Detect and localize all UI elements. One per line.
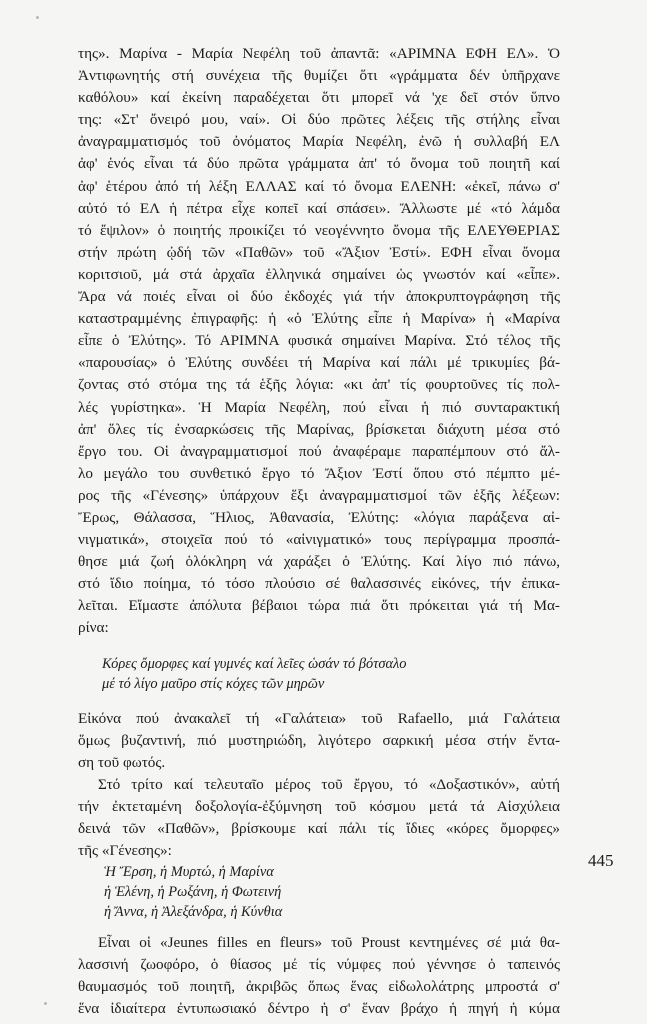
- text-line: εἶπε ὁ Ἐλύτης». Τό ΑΡΙΜΝΑ φυσικά σημαίνει Μαρίνα. Στό τέλος τῆς: [78, 332, 560, 350]
- text-line: ρίνα:: [78, 619, 109, 637]
- text-line: Ἄρα νά ποιές εἶναι οἱ δύο ἐκδοχές γιά τήν ἀποκρυπτογράφηση τῆς: [78, 288, 560, 306]
- quote-line: Κόρες ὄμορφες καί γυμνές καί λεῖες ὡσάν τό βότσαλο: [102, 655, 407, 672]
- text-line: ὅμως βυζαντινή, πιό μυστηριώδη, λιγότερο σαρκική μέσα στήν ἔντα-: [78, 731, 560, 749]
- text-line: Ἔρως, Θάλασσα, Ἥλιος, Ἀθανασία, Ἐλύτης: «λόγια παράξενα αἰ-: [78, 508, 560, 526]
- text-line: «παρουσίας» ὁ Ἐλύτης συνδέει τή Μαρίνα καί πάλι μέ τρικυμίες βά-: [78, 354, 560, 372]
- text-line: τήν ἐκτεταμένη δοξολογία-ἐξύμνηση τοῦ κόσμου μετά τά Αἰσχύλεια: [78, 797, 560, 815]
- paragraph-1: [78, 43, 560, 640]
- paragraph-4-cont: [78, 954, 560, 1020]
- text-line: Στό τρίτο καί τελευταῖο μέρος τοῦ ἔργου, τό «Δοξαστικόν», αὐτή: [98, 775, 560, 793]
- quote-line: ἡ Ἑλένη, ἡ Ρωξάνη, ἡ Φωτεινή: [104, 884, 282, 901]
- text-line: θησε μιά ζωή ὁλόκληρη νά χαράξει ὁ Ἐλύτης. Καί λίγο πιό πάνω,: [78, 553, 560, 571]
- text-line: στό ἴδιο ποίημα, τό τόσο πλούσιο σέ θαλασσινές εἰκόνες, τήν ἐπικα-: [78, 575, 560, 593]
- text-line: αὐτό τό ΕΛ ἡ πέτρα εἶχε κοπεῖ καί σπάσει». Ἄλλωστε μέ «τό λάμδα: [78, 199, 560, 217]
- text-line: καταστραμμένης ἐπιγραφῆς: ἡ «ὁ Ἐλύτης εἶπε ἡ Μαρίνα» ἡ «Μαρίνα: [78, 310, 560, 328]
- text-line: λεῖται. Εἴμαστε ἀπόλυτα βέβαιοι τώρα πιά ὅτι πρόκειται γιά τή Μα-: [78, 597, 560, 615]
- text-line: ἀφ' ἑτέρου ἀπό τή λέξη ΕΛΛΑΣ καί τό ὄνομα ΕΛΕΝΗ: «ἐκεῖ, πάνω σ': [78, 177, 560, 195]
- quote-line: Ἡ Ἔρση, ἡ Μυρτώ, ἡ Μαρίνα: [104, 864, 274, 881]
- page-number: 445: [588, 851, 614, 870]
- text-line: της». Μαρίνα - Μαρία Νεφέλη τοῦ ἀπαντᾶ: «ΑΡΙΜΝΑ ΕΦΗ ΕΛ». Ὁ: [78, 45, 560, 62]
- text-line: λές γυρίστηκα». Ἡ Μαρία Νεφέλη, πού εἶναι ἡ πιό συνταρακτική: [78, 398, 560, 416]
- paragraph-4: [78, 932, 560, 954]
- poem-quote-1: [102, 654, 560, 694]
- text-line: θαυμασμός τοῦ ποιητῆ, ἀκριβῶς ὅπως ἕνας εἰδωλολάτρης μπροστά σ': [78, 978, 560, 996]
- text-line: νιγματικά», στοιχεῖα πού τό «αἰνιγματικό» τους περίγραμμα προσπά-: [78, 531, 560, 549]
- text-line: ἕνα ἰδιαίτερα ἐντυπωσιακό δέντρο ἡ σ' ἕναν βράχο ἡ πηγή ἡ κύμα: [78, 1000, 560, 1018]
- text-line: λο μεγάλο του συνθετικό ἔργο τό Ἄξιον Ἐστί ὅπου στό πέμπτο μέ-: [78, 464, 560, 482]
- body-text: [78, 43, 560, 1021]
- text-line: Ἀντιφωνητής στή συνέχεια τῆς θυμίζει ὅτι «γράμματα δέν ὑπῆρχανε: [78, 67, 560, 85]
- text-line: ζοντας στό στόμα της τά ἑξῆς λόγια: «κι ἀπ' τίς φουρτοῦνες τίς πολ-: [78, 376, 560, 394]
- text-line: τό ἔψιλον» ὁ ποιητής προικίζει τό νεογέννητο ὄνομα τῆς ΕΛΕΥΘΕΡΙΑΣ: [78, 221, 560, 239]
- text-line: ἔργο του. Οἱ ἀναγραμματισμοί πού ἀναφέραμε παραπέμπουν στό ἄλ-: [78, 442, 560, 460]
- text-line: ρος τῆς «Γένεσης» ὑπάρχουν ἕξι ἀναγραμματισμοί τῶν ἑξῆς λέξεων:: [78, 486, 560, 504]
- poem-quote-2: [104, 862, 560, 922]
- text-line: Εἶναι οἱ «Jeunes filles en fleurs» τοῦ Proust κεντημένες σέ μιά θα-: [98, 934, 560, 952]
- paragraph-2: [78, 708, 560, 774]
- text-line: ἀφ' ἑνός εἶναι τά δύο πρῶτα γράμματα ἀπ' τό ὄνομα τοῦ ποιητῆ καί: [78, 155, 560, 173]
- scan-speck: [36, 16, 39, 19]
- text-line: δεινά τῶν «Παθῶν», βρίσκουμε καί πάλι τίς ἴδιες «κόρες ὄμορφες»: [78, 820, 560, 837]
- paragraph-3: [78, 774, 560, 796]
- text-line: ἀναγραμματισμός τοῦ ὀνόματος Μαρία Νεφέλη, ἐνῶ ἡ συλλαβή ΕΛ: [78, 133, 560, 151]
- text-line: ση τοῦ φωτός.: [78, 753, 166, 771]
- scan-speck: [44, 1002, 47, 1005]
- quote-line: μέ τό λίγο μαῦρο στίς κόχες τῶν μηρῶν: [102, 675, 325, 692]
- text-line: ἀπ' ὅλες τίς ἐνσαρκώσεις τῆς Μαρίνας, βρίσκεται διάχυτη μέσα στό: [78, 420, 560, 438]
- text-line: στήν πρώτη ᾠδή τῶν «Παθῶν» τοῦ «Ἄξιον Ἐστί». ΕΦΗ εἶναι ὄνομα: [78, 243, 560, 261]
- paragraph-3-cont: [78, 796, 560, 862]
- text-line: κοριτσιοῦ, μά στά ἀρχαῖα ἑλληνικά σημαίνει ὡς γνωστόν καί «εἶπε».: [78, 265, 560, 283]
- quote-line: ἡ Ἄννα, ἡ Ἀλεξάνδρα, ἡ Κύνθια: [104, 904, 283, 921]
- text-line: λασσινή ζωοφόρο, ὁ θίασος μέ τίς νύμφες πού γέννησε ὁ ταπεινός: [78, 956, 560, 974]
- text-line: καθόλου» καί ἐκείνη παραδέχεται ὅτι μπορεῖ νά 'χε δεῖ στόν ὕπνο: [78, 89, 560, 107]
- text-line: Εἰκόνα πού ἀνακαλεῖ τή «Γαλάτεια» τοῦ Rafaello, μιά Γαλάτεια: [78, 709, 560, 727]
- text-line: της: «Στ' ὄνειρό μου, ναί». Οἱ δύο πρῶτες λέξεις τῆς στήλης εἶναι: [78, 111, 560, 129]
- text-line: τῆς «Γένεσης»:: [78, 842, 172, 860]
